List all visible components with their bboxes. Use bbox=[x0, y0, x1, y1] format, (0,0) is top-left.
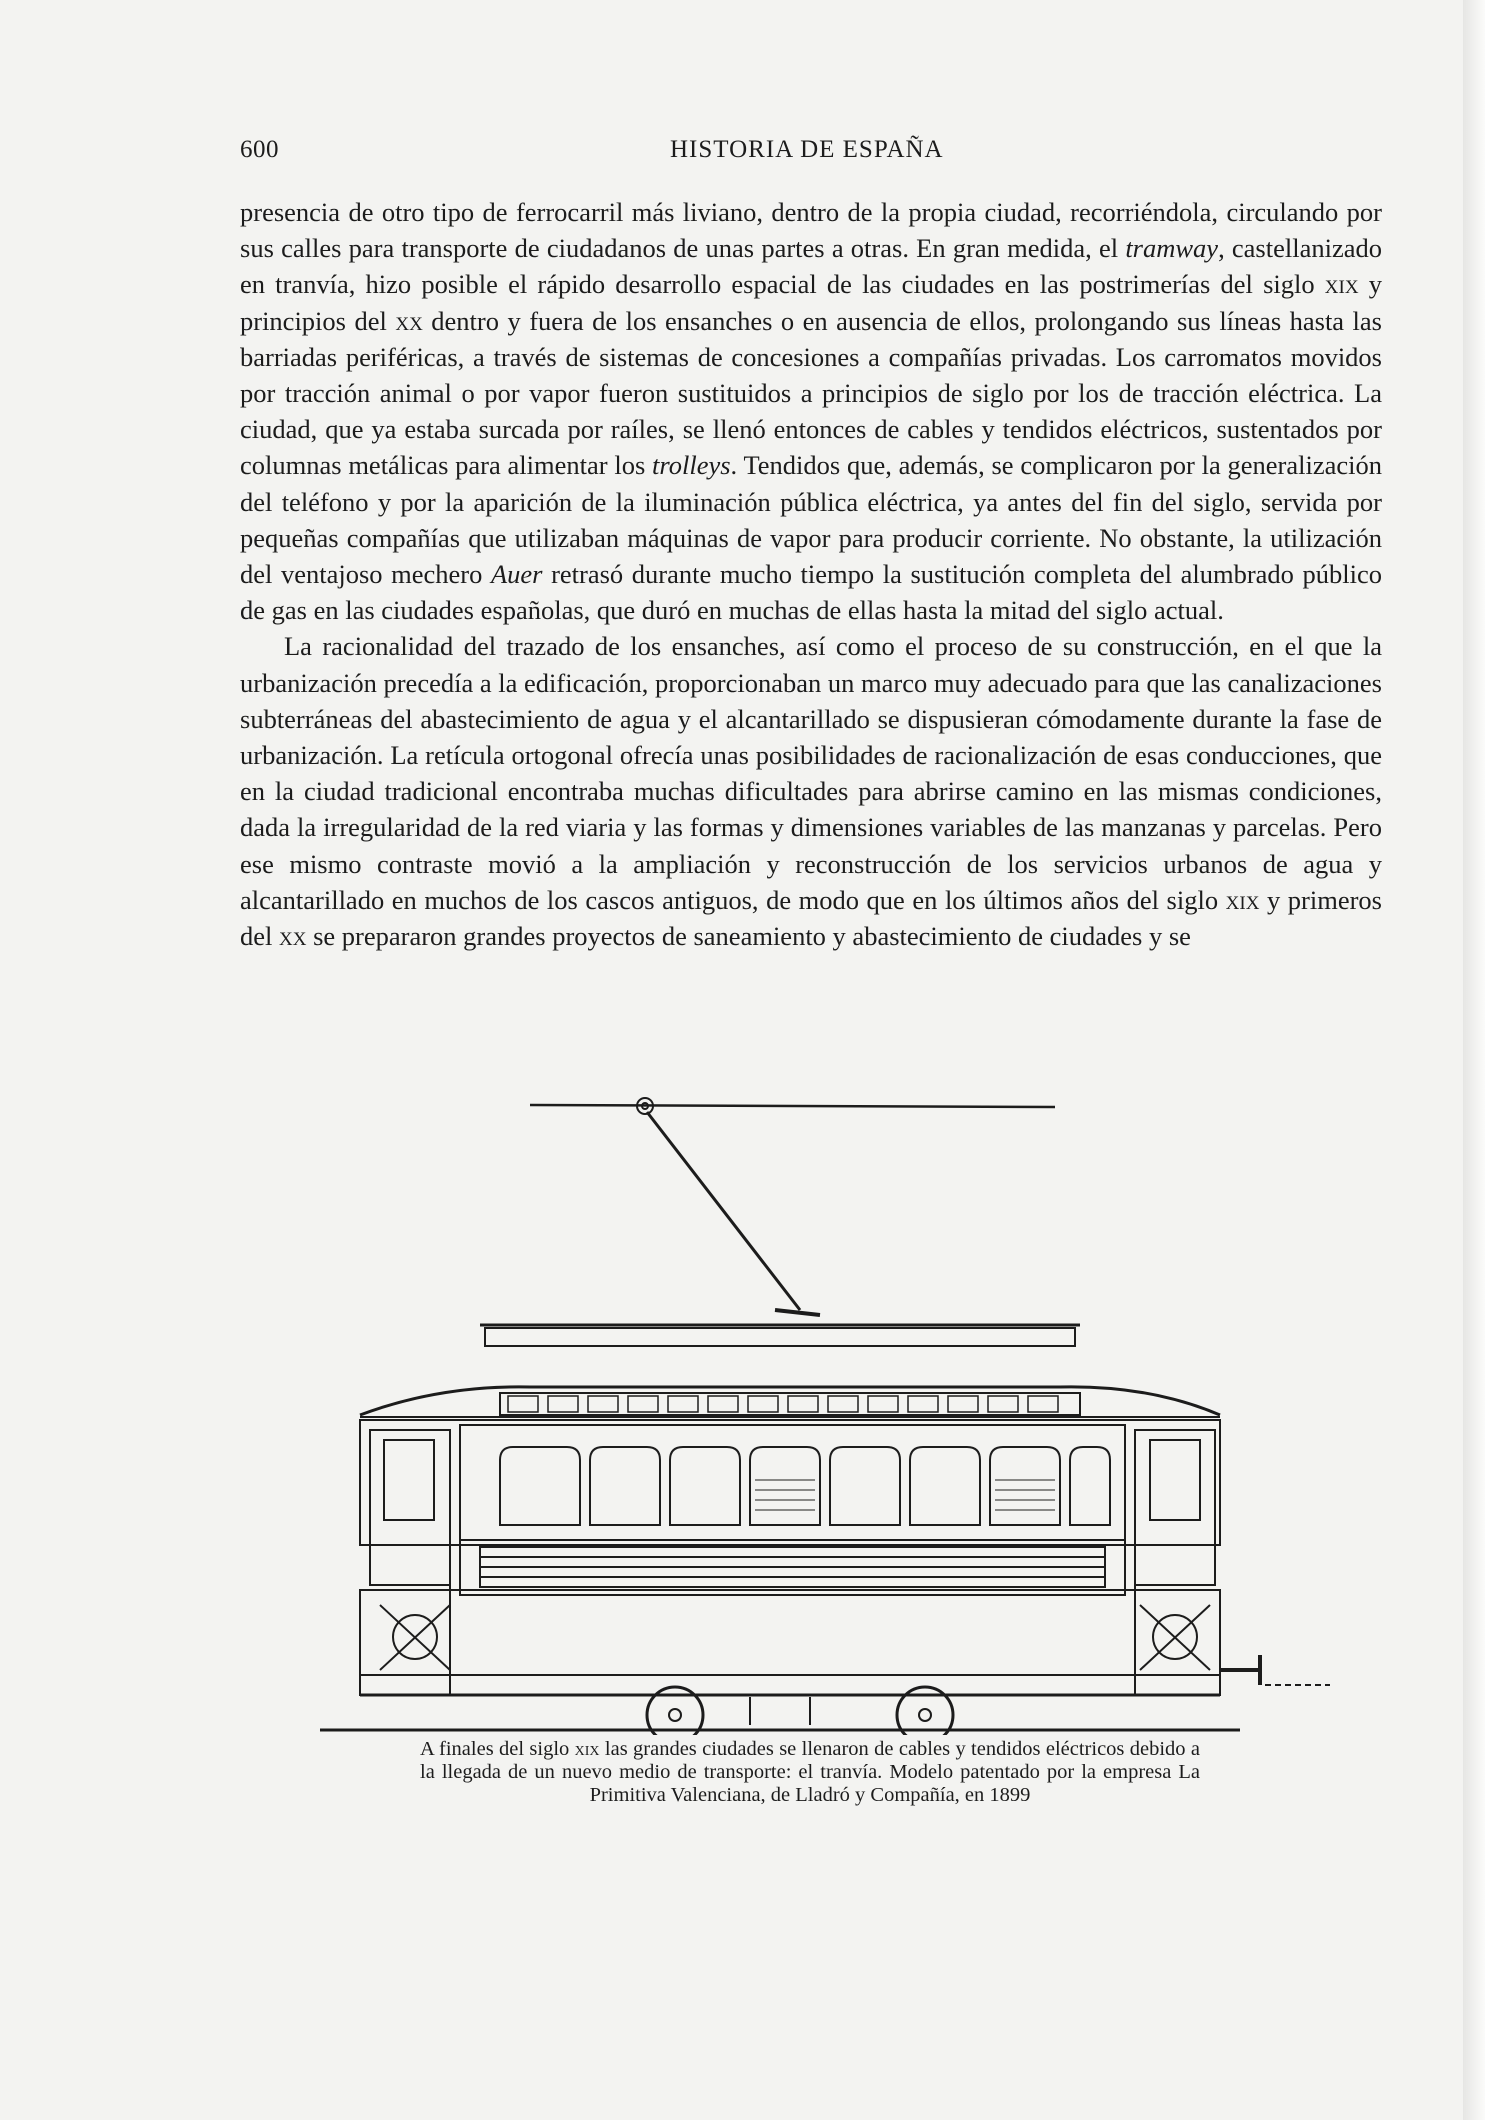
body-text bbox=[240, 194, 1382, 954]
figure-caption bbox=[420, 1738, 1200, 1807]
text-run: las grandes ciudades se llenaron de cables y tendidos eléctricos debido a la llegada de un nuevo medio de transporte: el tranvía. Modelo patentado por la empresa La Primitiva Valenciana, de Lladró y Compañía, en 1899 bbox=[420, 1738, 1201, 1806]
century-xx: xx bbox=[279, 921, 307, 952]
term-trolleys: trolleys bbox=[652, 450, 731, 481]
text-run: A finales del siglo bbox=[420, 1738, 575, 1760]
text-run: La racionalidad del trazado de los ensanches, así como el proceso de su construcción, en el que la urbanización precedía a la edificación, proporcionaban un marco muy adecuado para que las canalizaciones subterráneas del abastecimiento de agua y el alcantarillado se dispusieran cómodamente durante la fase de urbanización. La retícula ortogonal ofrecía unas posibilidades de racionalización de esas conducciones, que en la ciudad tradicional encontraba muchas dificultades para abrirse camino en las mismas condiciones, dada la irregularidad de la red viaria y las formas y dimensiones variables de las manzanas y parcelas. Pero ese mismo contraste movió a la ampliación y reconstrucción de los servicios urbanos de agua y alcantarillado en muchos de los cascos antiguos, de modo que en los últimos años del siglo bbox=[240, 631, 1382, 915]
text-run: presencia de otro tipo de ferrocarril más liviano, dentro de la propia ciudad, recorriéndola, circulando por sus calles para transporte de ciudadanos de unas partes a otras. En gran medida, el bbox=[240, 197, 1382, 264]
paragraph-2 bbox=[240, 628, 1382, 954]
term-tramway: tramway bbox=[1125, 233, 1219, 264]
text-run: se prepararon grandes proyectos de saneamiento y abastecimiento de ciudades y se bbox=[306, 921, 1191, 952]
century-xx: xx bbox=[395, 305, 423, 336]
text-run: dentro y fuera de los ensanches o en ausencia de ellos, prolongando sus líneas hasta las barriadas periféricas, a través de sistemas de concesiones a compañías privadas. Los carromatos movidos por tracción animal o por vapor fueron sustituidos a principios de siglo por los de tracción eléctrica. La ciudad, que ya estaba surcada por raíles, se llenó entonces de cables y tendidos eléctricos, sustentados por columnas metálicas para alimentar los bbox=[240, 305, 1382, 481]
text-run: y principios del bbox=[240, 269, 1383, 336]
term-auer: Auer bbox=[490, 559, 543, 590]
text-run: y primeros del bbox=[240, 884, 1382, 952]
page-number: 600 bbox=[240, 136, 279, 163]
text-run: retrasó durante mucho tiempo la sustitución completa del alumbrado público de gas en las ciudades españolas, que duró en muchas de ellas hasta la mitad del siglo actual. bbox=[240, 559, 1382, 626]
running-header bbox=[240, 136, 1380, 176]
paragraph-1 bbox=[240, 194, 1382, 628]
tram-engraving bbox=[320, 1085, 1340, 1735]
text-run: . Tendidos que, además, se complicaron por la generalización del teléfono y por la aparición de la iluminación pública eléctrica, ya antes del fin del siglo, servida por pequeñas compañías que utilizaban máquinas de vapor para producir corriente. No obstante, la utilización del ventajoso mechero bbox=[240, 450, 1382, 590]
century-xix: xix bbox=[574, 1738, 600, 1760]
century-xix: xix bbox=[1324, 269, 1359, 300]
text-run: , castellanizado en tranvía, hizo posible el rápido desarrollo espacial de las ciudades en las postrimerías del siglo bbox=[240, 233, 1382, 300]
page-edge-shadow bbox=[1463, 0, 1485, 2120]
running-title: HISTORIA DE ESPAÑA bbox=[670, 136, 944, 163]
tram-illustration bbox=[320, 1085, 1340, 1735]
century-xix: xix bbox=[1225, 884, 1260, 915]
